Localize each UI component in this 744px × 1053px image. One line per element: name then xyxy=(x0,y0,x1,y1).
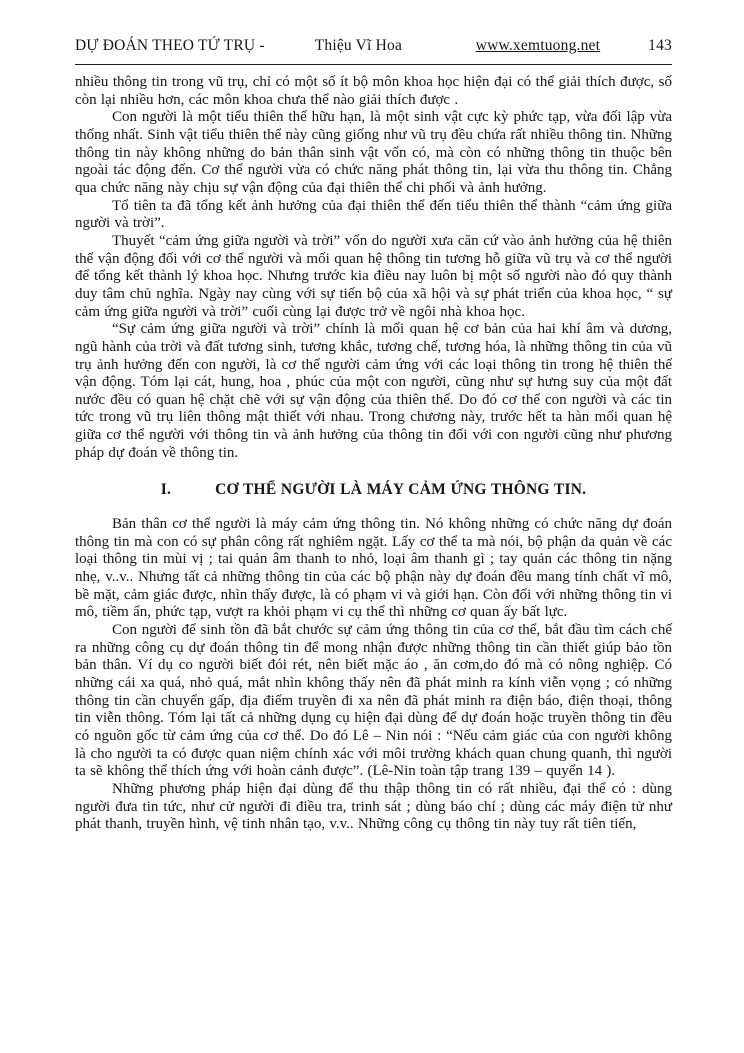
paragraph: Bản thân cơ thể người là máy cảm ứng thông tin. Nó không những có chức năng dự đoán thông tin mà con có sự phân công rất nghiêm ngặt. Lấy cơ thể ta mà nói, bộ phận da quản về các loại thông tin mùi vị ; tai quản âm thanh to nhỏ, loại âm thanh gì ; tay quản các thông tin nặng nhẹ, v..v.. Nhưng tất cả những thông tin của các bộ phận này dự đoán đều mang tính chất vĩ mô, bề mặt, cảm giác được, nhìn thấy được, là có phạm vi và giới hạn. Còn đối với những thông tin vi mô, tiềm ẩn, phức tạp, vượt ra khỏi phạm vi cụ thể thì những cơ quan ấy bất lực. xyxy=(75,516,672,621)
paragraph: “Sự cảm ứng giữa người và trời” chính là mối quan hệ cơ bản của hai khí âm và dương, ngũ hành của trời và đất tương sinh, tương khắc, tương chế, tương hóa, là những thông tin của vũ trụ ảnh hưởng đến con người, là cơ thể người cảm ứng với các loại thông tin trong hệ thiên thể vận động. Tóm lại cát, hung, hoa , phúc của một con người, cũng như sự hưng suy của một đất nước đều có quan hệ chặt chẽ với sự vận động của thiên thể. Do đó cơ thể con người và các tin tức trong vũ trụ liên thông mật thiết với nhau. Trong chương này, trước hết ta hàn mối quan hệ giữa cơ thể người với thông tin và ảnh hưởng của thông tin đối với con người cũng như phương pháp dự đoán về thông tin. xyxy=(75,321,672,461)
author-name: Thiệu Vĩ Hoa xyxy=(314,37,403,54)
paragraph: Tổ tiên ta đã tổng kết ảnh hưởng của đại thiên thể đến tiểu thiên thể thành “cảm ứng giữa người và trời”. xyxy=(75,197,672,232)
header-divider xyxy=(75,64,672,65)
paragraph: nhiều thông tin trong vũ trụ, chỉ có một số ít bộ môn khoa học hiện đại có thể giải thích được, số còn lại nhiều hơn, các môn khoa chưa thể nào giải thích được . xyxy=(75,74,672,108)
section-numeral: I. xyxy=(160,481,172,499)
page-number: 143 xyxy=(648,37,672,54)
paragraph: Con người để sinh tồn đã bắt chước sự cảm ứng thông tin của cơ thể, bắt đầu tìm cách chế ra những công cụ dự đoán thông tin để mong nhận được những thông tin cần thiết giúp bảo tồn bản thân. Ví dụ co người biết đói rét, nên biết mặc áo , ăn cơm,do đó mà có nông nghiệp. Có những cái xa quá, nhỏ quá, mắt nhìn không thấy nên đã phát minh ra kính viễn vọng ; có những thông tin cần chuyển gấp, địa điểm truyền đi xa nên đã phát minh ra điện báo, điện thoại, thông tin viễn thông. Tóm lại tất cả những dụng cụ hiện đại dùng để dự đoán hoặc truyền thông tin đều có nguồn gốc từ cảm ứng của cơ thể. Do đó Lê – Nin nói : “Nếu cảm giác của con người không là cho người ta có được quan niệm chính xác với môi trường khách quan chung quanh, thì người ta sẽ không thể thích ứng với hoàn cảnh được”. (Lê-Nin toàn tập trang 139 – quyển 14 ). xyxy=(75,622,672,780)
page-header xyxy=(75,37,672,55)
website-url: www.xemtuong.net xyxy=(475,37,601,54)
paragraph: Thuyết “cảm ứng giữa người và trời” vốn do người xưa căn cứ vào ảnh hưởng của hệ thiên thể vận động đối với cơ thể người và mối quan hệ thông tin tương hỗ giữa vũ trụ và cơ thể người để tổng kết thành lý khoa học. Nhưng trước kia điều nay luôn bị một số người nào đó quy thành duy tâm chủ nghĩa. Ngày nay cùng với sự tiến bộ của xã hội và sự phát triển của khoa học, “ sự cảm ứng giữa người và trời” cuối cùng lại được trở về ngôi nhà khoa học. xyxy=(75,232,672,320)
paragraph: Con người là một tiểu thiên thể hữu hạn, là một sinh vật cực kỳ phức tạp, vừa đối lập vừa thống nhất. Sinh vật tiểu thiên thể này cũng giống như vũ trụ đều chứa rất nhiều thông tin. Những thông tin này không những do bản thân sinh vật vốn có, mà còn có những thông tin thuộc bên ngoài tác động đến. Cơ thể người vừa có chức năng phát thông tin, lại vừa thu thông tin. Chẳng qua chức năng này chịu sự vận động của đại thiên thể chi phối và ảnh hưởng. xyxy=(75,109,672,196)
paragraph: Những phương pháp hiện đại dùng để thu thập thông tin có rất nhiều, đại thể có : dùng người đưa tin tức, như cử người đi điều tra, trinh sát ; dùng báo chí ; dùng các máy điện tử như phát thanh, truyền hình, vệ tinh nhân tạo, v.v.. Những công cụ thông tin này tuy rất tiên tiến, xyxy=(75,780,672,833)
body-text xyxy=(75,74,672,834)
section-heading xyxy=(75,481,672,499)
book-title: DỰ ĐOÁN THEO TỨ TRỤ - xyxy=(75,37,265,54)
section-title: CƠ THỂ NGƯỜI LÀ MÁY CẢM ỨNG THÔNG TIN. xyxy=(215,481,587,499)
